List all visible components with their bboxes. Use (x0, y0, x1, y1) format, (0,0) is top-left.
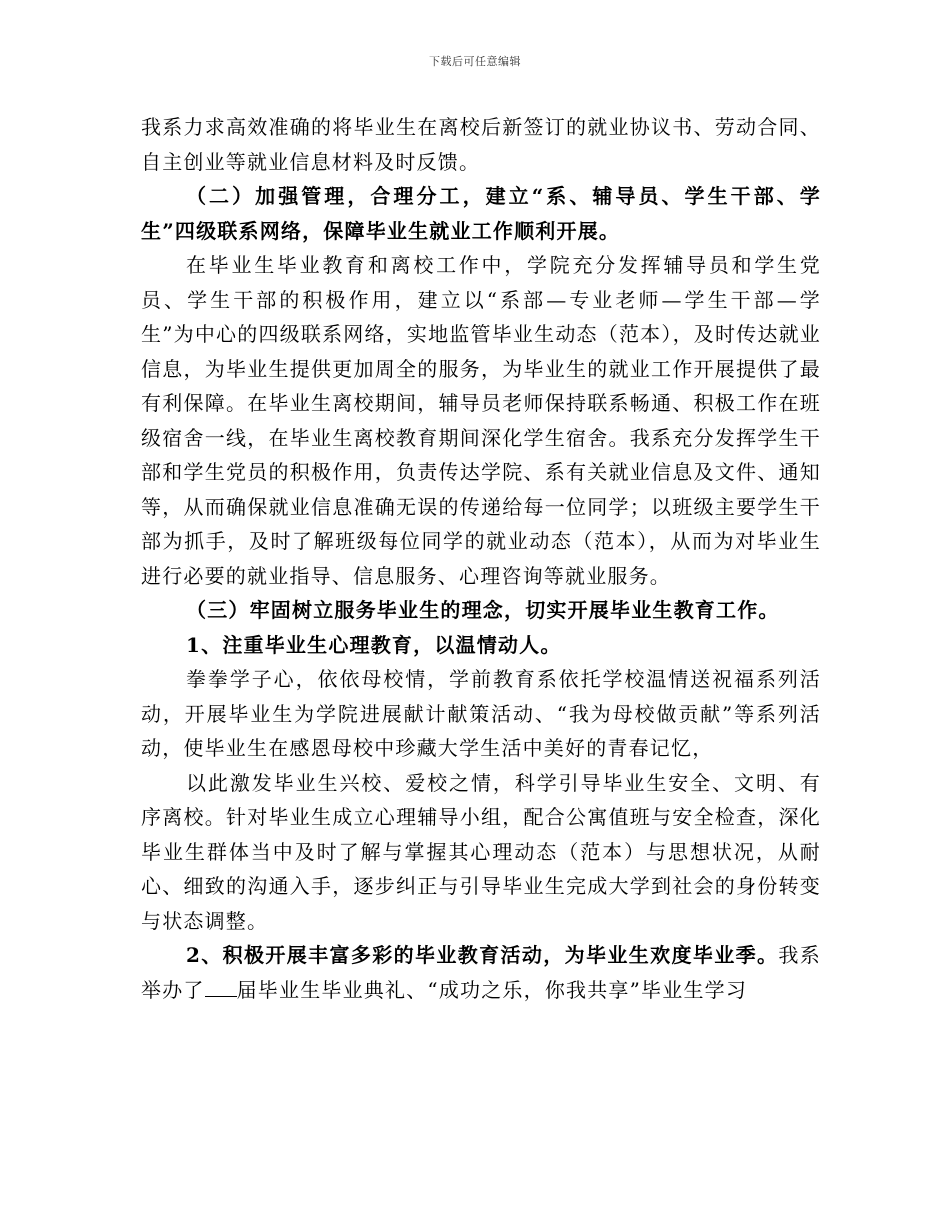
fill-in-blank (205, 978, 237, 997)
subheading-psychology: 1、注重毕业生心理教育，以温情动人。 (186, 632, 562, 657)
section-heading-3: （三）牢固树立服务毕业生的理念，切实开展毕业生教育工作。 (186, 598, 780, 622)
paragraph-text-lead: 我系举办了 (141, 943, 821, 1002)
document-body (141, 110, 821, 1007)
subheading-activities: 2、积极开展丰富多彩的毕业教育活动，为毕业生欢度毕业季。 (186, 943, 779, 967)
paragraph-graduation-activities (141, 938, 821, 1007)
paragraph-guidance: 以此激发毕业生兴校、爱校之情，科学引导毕业生安全、文明、有序离校。针对毕业生成立心理辅导小组，配合公寓值班与安全检查，深化毕业生群体当中及时了解与掌握其心理动态（范本）与思想状况，从耐心、细致的沟通入手，逐步纠正与引导毕业生完成大学到社会的身份转变与状态调整。 (141, 770, 821, 933)
paragraph-network: 在毕业生毕业教育和离校工作中，学院充分发挥辅导员和学生党员、学生干部的积极作用，建立以“系部—专业老师—学生干部—学生”为中心的四级联系网络，实地监管毕业生动态（范本），及时传达就业信息，为毕业生提供更加周全的服务，为毕业生的就业工作开展提供了最有利保障。在毕业生离校期间，辅导员老师保持联系畅通、积极工作在班级宿舍一线，在毕业生离校教育期间深化学生宿舍。我系充分发挥学生干部和学生党员的积极作用，负责传达学院、系有关就业信息及文件、通知等，从而确保就业信息准确无误的传递给每一位同学；以班级主要学生干部为抓手，及时了解班级每位同学的就业动态（范本），从而为对毕业生进行必要的就业指导、信息服务、心理咨询等就业服务。 (141, 253, 821, 588)
page-header-note: 下载后可任意编辑 (429, 55, 521, 68)
paragraph-text-tail: 届毕业生毕业典礼、“成功之乐，你我共享”毕业生学习 (236, 977, 748, 1002)
section-heading-2: （二）加强管理，合理分工，建立“系、辅导员、学生干部、学生”四级联系网络，保障毕业生就业工作顺利开展。 (141, 184, 821, 243)
paragraph-activities: 拳拳学子心，依依母校情，学前教育系依托学校温情送祝福系列活动，开展毕业生为学院进展献计献策活动、“我为母校做贡献”等系列活动，使毕业生在感恩母校中珍藏大学生活中美好的青春记忆， (141, 667, 821, 760)
paragraph-feedback: 我系力求高效准确的将毕业生在离校后新签订的就业协议书、劳动合同、自主创业等就业信息材料及时反馈。 (141, 115, 821, 174)
